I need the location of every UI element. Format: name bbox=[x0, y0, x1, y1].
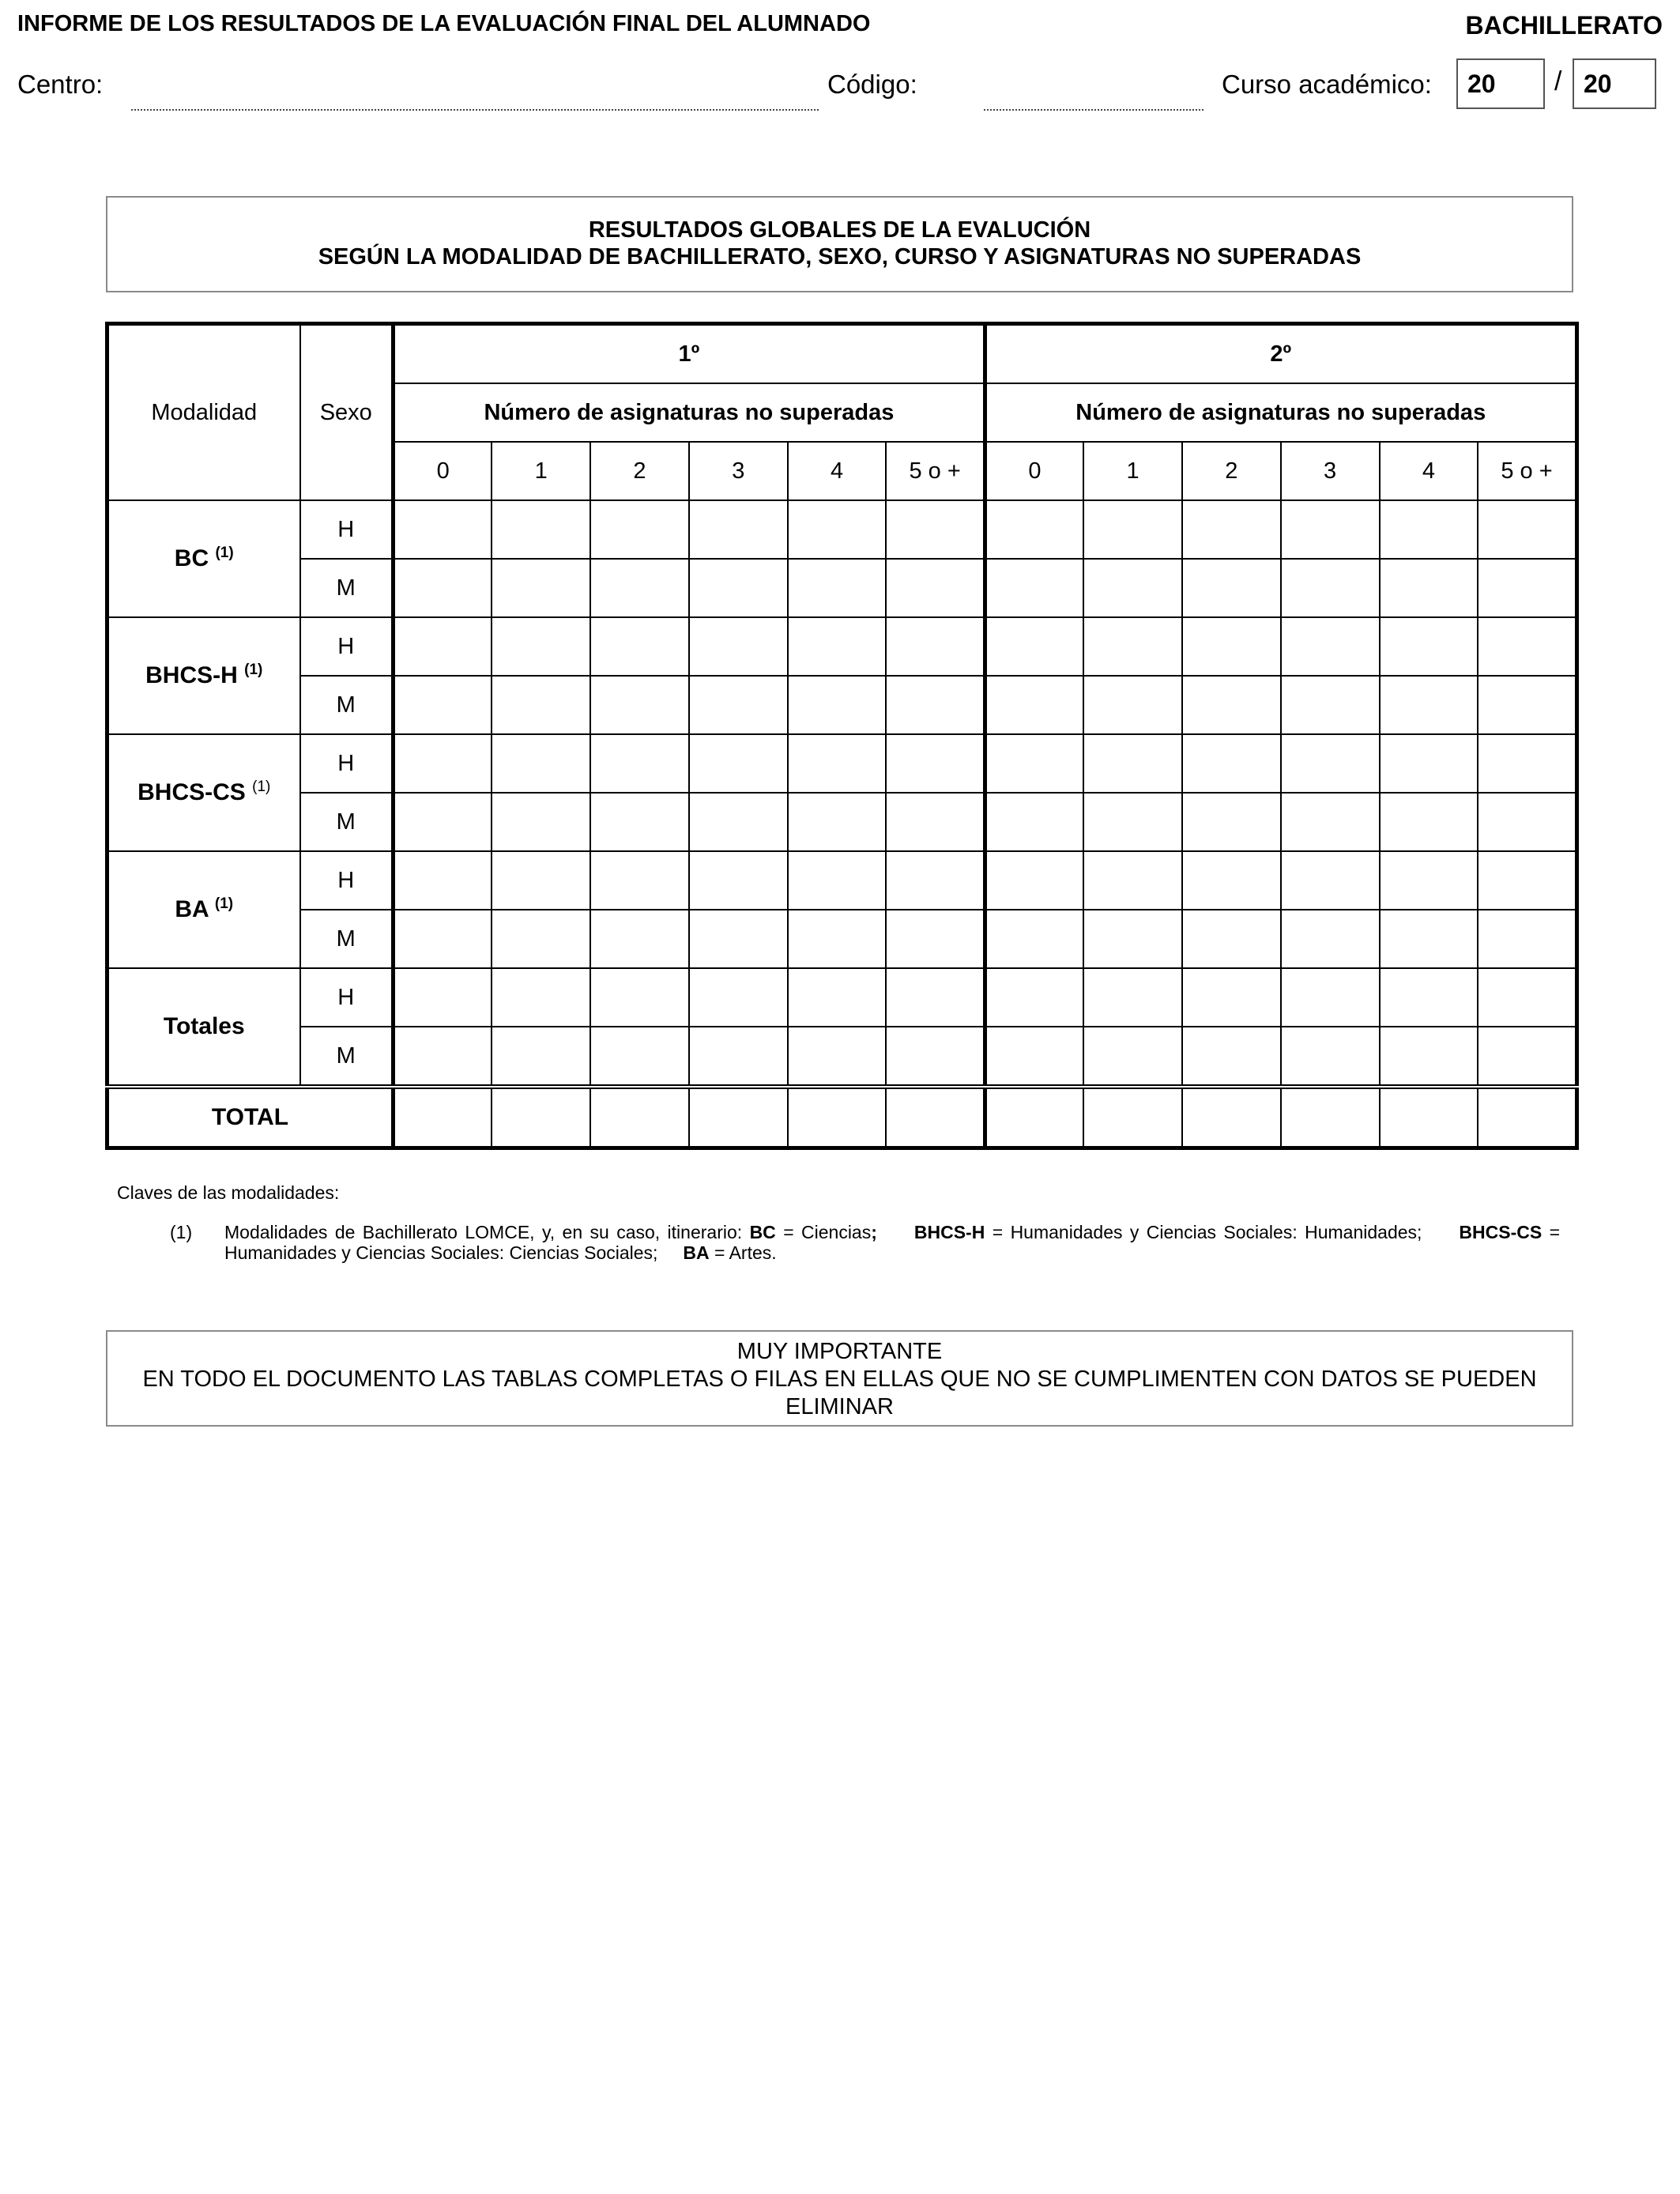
data-cell[interactable] bbox=[1478, 910, 1576, 968]
data-cell[interactable] bbox=[1182, 910, 1281, 968]
data-cell[interactable] bbox=[886, 1027, 985, 1087]
data-cell[interactable] bbox=[689, 559, 788, 617]
important-notice-box bbox=[106, 1330, 1573, 1427]
footnote-ref: (1) bbox=[252, 778, 271, 795]
data-cell[interactable] bbox=[1478, 851, 1576, 910]
data-cell[interactable] bbox=[1380, 968, 1478, 1027]
data-cell[interactable] bbox=[1281, 793, 1380, 851]
table-row bbox=[107, 793, 1577, 851]
footnote-ref: (1) bbox=[214, 895, 234, 912]
data-cell[interactable] bbox=[689, 1087, 788, 1148]
data-cell[interactable] bbox=[492, 734, 590, 793]
data-cell[interactable] bbox=[1281, 1027, 1380, 1087]
data-cell[interactable] bbox=[492, 910, 590, 968]
section-title-box bbox=[106, 196, 1573, 292]
data-cell[interactable] bbox=[1083, 559, 1182, 617]
data-cell[interactable] bbox=[590, 617, 689, 676]
sexo-h: H bbox=[300, 500, 394, 559]
data-cell[interactable] bbox=[886, 793, 985, 851]
section-title-line2: SEGÚN LA MODALIDAD DE BACHILLERATO, SEXO, CURSO Y ASIGNATURAS NO SUPERADAS bbox=[318, 244, 1362, 270]
data-cell[interactable] bbox=[590, 1087, 689, 1148]
note-number: (1) bbox=[170, 1222, 193, 1242]
data-cell[interactable] bbox=[1380, 734, 1478, 793]
data-cell[interactable] bbox=[1380, 559, 1478, 617]
data-cell[interactable] bbox=[1083, 734, 1182, 793]
count-header-1-0: 0 bbox=[394, 442, 492, 500]
table-row bbox=[107, 734, 1577, 793]
data-cell[interactable] bbox=[1478, 1087, 1576, 1148]
data-cell[interactable] bbox=[590, 676, 689, 734]
data-cell[interactable] bbox=[985, 734, 1083, 793]
data-cell[interactable] bbox=[788, 676, 887, 734]
subheader-course-2: Número de asignaturas no superadas bbox=[985, 383, 1576, 442]
data-cell[interactable] bbox=[985, 617, 1083, 676]
modalidad-cell bbox=[107, 734, 300, 851]
table-row bbox=[107, 500, 1577, 559]
data-cell[interactable] bbox=[1182, 559, 1281, 617]
data-cell[interactable] bbox=[985, 500, 1083, 559]
header-course-2: 2º bbox=[985, 324, 1576, 384]
data-cell[interactable] bbox=[886, 910, 985, 968]
data-cell[interactable] bbox=[1478, 793, 1576, 851]
data-cell[interactable] bbox=[689, 617, 788, 676]
data-cell[interactable] bbox=[1182, 968, 1281, 1027]
data-cell[interactable] bbox=[985, 1087, 1083, 1148]
year-separator: / bbox=[1554, 66, 1562, 96]
table-row bbox=[107, 1027, 1577, 1087]
modalidad-name: BHCS-H bbox=[145, 662, 238, 688]
centro-field[interactable] bbox=[131, 109, 819, 111]
table-row bbox=[107, 676, 1577, 734]
data-cell[interactable] bbox=[1478, 676, 1576, 734]
data-cell[interactable] bbox=[689, 793, 788, 851]
sexo-m: M bbox=[300, 559, 394, 617]
data-cell[interactable] bbox=[788, 910, 887, 968]
data-cell[interactable] bbox=[492, 617, 590, 676]
data-cell[interactable] bbox=[1182, 1087, 1281, 1148]
data-cell[interactable] bbox=[590, 793, 689, 851]
data-cell[interactable] bbox=[492, 793, 590, 851]
data-cell[interactable] bbox=[886, 676, 985, 734]
data-cell[interactable] bbox=[394, 1027, 492, 1087]
data-cell[interactable] bbox=[788, 793, 887, 851]
modalidad-cell bbox=[107, 500, 300, 617]
data-cell[interactable] bbox=[788, 851, 887, 910]
data-cell[interactable] bbox=[492, 500, 590, 559]
data-cell[interactable] bbox=[492, 676, 590, 734]
data-cell[interactable] bbox=[689, 968, 788, 1027]
data-cell[interactable] bbox=[1281, 1087, 1380, 1148]
table-row bbox=[107, 968, 1577, 1027]
data-cell[interactable] bbox=[492, 851, 590, 910]
data-cell[interactable] bbox=[886, 617, 985, 676]
notes-title: Claves de las modalidades: bbox=[117, 1182, 340, 1203]
subheader-course-1: Número de asignaturas no superadas bbox=[394, 383, 985, 442]
data-cell[interactable] bbox=[1281, 968, 1380, 1027]
modalidad-name: BA bbox=[175, 896, 209, 922]
modalidad-name: Totales bbox=[163, 1013, 245, 1039]
data-cell[interactable] bbox=[1281, 851, 1380, 910]
data-cell[interactable] bbox=[1083, 1027, 1182, 1087]
data-cell[interactable] bbox=[985, 793, 1083, 851]
data-cell[interactable] bbox=[394, 1087, 492, 1148]
data-cell[interactable] bbox=[1478, 559, 1576, 617]
modalidad-cell bbox=[107, 968, 300, 1087]
data-cell[interactable] bbox=[1380, 617, 1478, 676]
count-header-1-1: 1 bbox=[492, 442, 590, 500]
data-cell[interactable] bbox=[1380, 793, 1478, 851]
sexo-m: M bbox=[300, 1027, 394, 1087]
data-cell[interactable] bbox=[1380, 1087, 1478, 1148]
data-cell[interactable] bbox=[590, 1027, 689, 1087]
data-cell[interactable] bbox=[394, 968, 492, 1027]
data-cell[interactable] bbox=[394, 676, 492, 734]
data-cell[interactable] bbox=[985, 676, 1083, 734]
modalidad-cell bbox=[107, 851, 300, 968]
data-cell[interactable] bbox=[492, 1087, 590, 1148]
modalidad-cell bbox=[107, 617, 300, 734]
education-level: BACHILLERATO bbox=[1465, 11, 1663, 40]
data-cell[interactable] bbox=[1083, 968, 1182, 1027]
section-title-line1: RESULTADOS GLOBALES DE LA EVALUCIÓN bbox=[588, 217, 1091, 243]
data-cell[interactable] bbox=[492, 559, 590, 617]
header-modalidad: Modalidad bbox=[107, 324, 300, 501]
data-cell[interactable] bbox=[394, 734, 492, 793]
data-cell[interactable] bbox=[1182, 793, 1281, 851]
data-cell[interactable] bbox=[1281, 910, 1380, 968]
data-cell[interactable] bbox=[394, 793, 492, 851]
table-row bbox=[107, 910, 1577, 968]
curso-label: Curso académico: bbox=[1222, 70, 1432, 99]
data-cell[interactable] bbox=[788, 500, 887, 559]
modalidad-name: BC bbox=[174, 545, 209, 571]
data-cell[interactable] bbox=[1478, 617, 1576, 676]
data-cell[interactable] bbox=[985, 559, 1083, 617]
data-cell[interactable] bbox=[1083, 851, 1182, 910]
data-cell[interactable] bbox=[1380, 851, 1478, 910]
data-cell[interactable] bbox=[1281, 617, 1380, 676]
year-end-field[interactable]: 20 bbox=[1573, 58, 1656, 109]
data-cell[interactable] bbox=[590, 968, 689, 1027]
data-cell[interactable] bbox=[590, 734, 689, 793]
data-cell[interactable] bbox=[788, 559, 887, 617]
data-cell[interactable] bbox=[1478, 500, 1576, 559]
codigo-field[interactable] bbox=[984, 109, 1203, 111]
data-cell[interactable] bbox=[394, 910, 492, 968]
data-cell[interactable] bbox=[1083, 676, 1182, 734]
data-cell[interactable] bbox=[985, 851, 1083, 910]
data-cell[interactable] bbox=[886, 734, 985, 793]
footnote-ref: (1) bbox=[215, 545, 234, 561]
data-cell[interactable] bbox=[1380, 500, 1478, 559]
data-cell[interactable] bbox=[1281, 676, 1380, 734]
count-header-1-4: 4 bbox=[788, 442, 887, 500]
data-cell[interactable] bbox=[1380, 676, 1478, 734]
year-start-field[interactable]: 20 bbox=[1456, 58, 1545, 109]
sexo-m: M bbox=[300, 793, 394, 851]
table-row bbox=[107, 559, 1577, 617]
modalidad-name: BHCS-CS bbox=[137, 779, 246, 805]
data-cell[interactable] bbox=[1478, 1027, 1576, 1087]
data-cell[interactable] bbox=[590, 910, 689, 968]
data-cell[interactable] bbox=[1478, 968, 1576, 1027]
data-cell[interactable] bbox=[492, 1027, 590, 1087]
data-cell[interactable] bbox=[886, 1087, 985, 1148]
data-cell[interactable] bbox=[394, 617, 492, 676]
data-cell[interactable] bbox=[788, 968, 887, 1027]
data-cell[interactable] bbox=[1281, 500, 1380, 559]
data-cell[interactable] bbox=[788, 1087, 887, 1148]
sexo-h: H bbox=[300, 734, 394, 793]
data-cell[interactable] bbox=[590, 851, 689, 910]
data-cell[interactable] bbox=[1182, 851, 1281, 910]
important-heading: MUY IMPORTANTE bbox=[736, 1339, 943, 1364]
data-cell[interactable] bbox=[1281, 559, 1380, 617]
count-header-2-1: 1 bbox=[1083, 442, 1182, 500]
data-cell[interactable] bbox=[1182, 500, 1281, 559]
data-cell[interactable] bbox=[886, 559, 985, 617]
data-cell[interactable] bbox=[886, 851, 985, 910]
results-table bbox=[105, 322, 1579, 1150]
data-cell[interactable] bbox=[1083, 1087, 1182, 1148]
header-course-1: 1º bbox=[394, 324, 985, 384]
data-cell[interactable] bbox=[689, 676, 788, 734]
count-header-2-2: 2 bbox=[1182, 442, 1281, 500]
data-cell[interactable] bbox=[1478, 734, 1576, 793]
data-cell[interactable] bbox=[1281, 734, 1380, 793]
centro-label: Centro: bbox=[17, 70, 104, 99]
table-row bbox=[107, 617, 1577, 676]
report-title: INFORME DE LOS RESULTADOS DE LA EVALUACIÓN FINAL DEL ALUMNADO bbox=[17, 11, 871, 36]
data-cell[interactable] bbox=[1083, 793, 1182, 851]
count-header-2-0: 0 bbox=[985, 442, 1083, 500]
data-cell[interactable] bbox=[1182, 676, 1281, 734]
data-cell[interactable] bbox=[985, 910, 1083, 968]
data-cell[interactable] bbox=[985, 1027, 1083, 1087]
sexo-h: H bbox=[300, 851, 394, 910]
total-label: TOTAL bbox=[107, 1087, 394, 1148]
count-header-1-3: 3 bbox=[689, 442, 788, 500]
data-cell[interactable] bbox=[1083, 500, 1182, 559]
data-cell[interactable] bbox=[1083, 617, 1182, 676]
data-cell[interactable] bbox=[590, 559, 689, 617]
data-cell[interactable] bbox=[1182, 617, 1281, 676]
data-cell[interactable] bbox=[689, 734, 788, 793]
data-cell[interactable] bbox=[394, 559, 492, 617]
total-row bbox=[107, 1087, 1577, 1148]
count-header-1-5: 5 o + bbox=[886, 442, 985, 500]
data-cell[interactable] bbox=[788, 1027, 887, 1087]
data-cell[interactable] bbox=[788, 734, 887, 793]
count-header-2-5: 5 o + bbox=[1478, 442, 1576, 500]
header-sexo: Sexo bbox=[300, 324, 394, 501]
data-cell[interactable] bbox=[985, 968, 1083, 1027]
sexo-h: H bbox=[300, 968, 394, 1027]
data-cell[interactable] bbox=[1380, 1027, 1478, 1087]
sexo-h: H bbox=[300, 617, 394, 676]
codigo-label: Código: bbox=[827, 70, 917, 99]
count-header-1-2: 2 bbox=[590, 442, 689, 500]
count-header-2-4: 4 bbox=[1380, 442, 1478, 500]
data-cell[interactable] bbox=[886, 968, 985, 1027]
data-cell[interactable] bbox=[1182, 734, 1281, 793]
data-cell[interactable] bbox=[689, 851, 788, 910]
data-cell[interactable] bbox=[1083, 910, 1182, 968]
data-cell[interactable] bbox=[492, 968, 590, 1027]
data-cell[interactable] bbox=[689, 1027, 788, 1087]
sexo-m: M bbox=[300, 676, 394, 734]
data-cell[interactable] bbox=[788, 617, 887, 676]
table-row bbox=[107, 851, 1577, 910]
data-cell[interactable] bbox=[886, 500, 985, 559]
sexo-m: M bbox=[300, 910, 394, 968]
footnote-ref: (1) bbox=[244, 662, 263, 678]
data-cell[interactable] bbox=[590, 500, 689, 559]
data-cell[interactable] bbox=[689, 910, 788, 968]
data-cell[interactable] bbox=[394, 500, 492, 559]
data-cell[interactable] bbox=[1380, 910, 1478, 968]
important-text: EN TODO EL DOCUMENTO LAS TABLAS COMPLETAS O FILAS EN ELLAS QUE NO SE CUMPLIMENTEN CON DATOS SE PUEDEN ELIMINAR bbox=[142, 1367, 1537, 1419]
note-text: Modalidades de Bachillerato LOMCE, y, en su caso, itinerario: BC = Ciencias; BHCS-H = Humanidades y Ciencias Sociales: Humanidades; BHCS-CS = Humanidades y Ciencias Sociales: Ciencias Sociales; BA = Artes. bbox=[224, 1222, 1561, 1263]
data-cell[interactable] bbox=[689, 500, 788, 559]
count-header-2-3: 3 bbox=[1281, 442, 1380, 500]
data-cell[interactable] bbox=[1182, 1027, 1281, 1087]
data-cell[interactable] bbox=[394, 851, 492, 910]
